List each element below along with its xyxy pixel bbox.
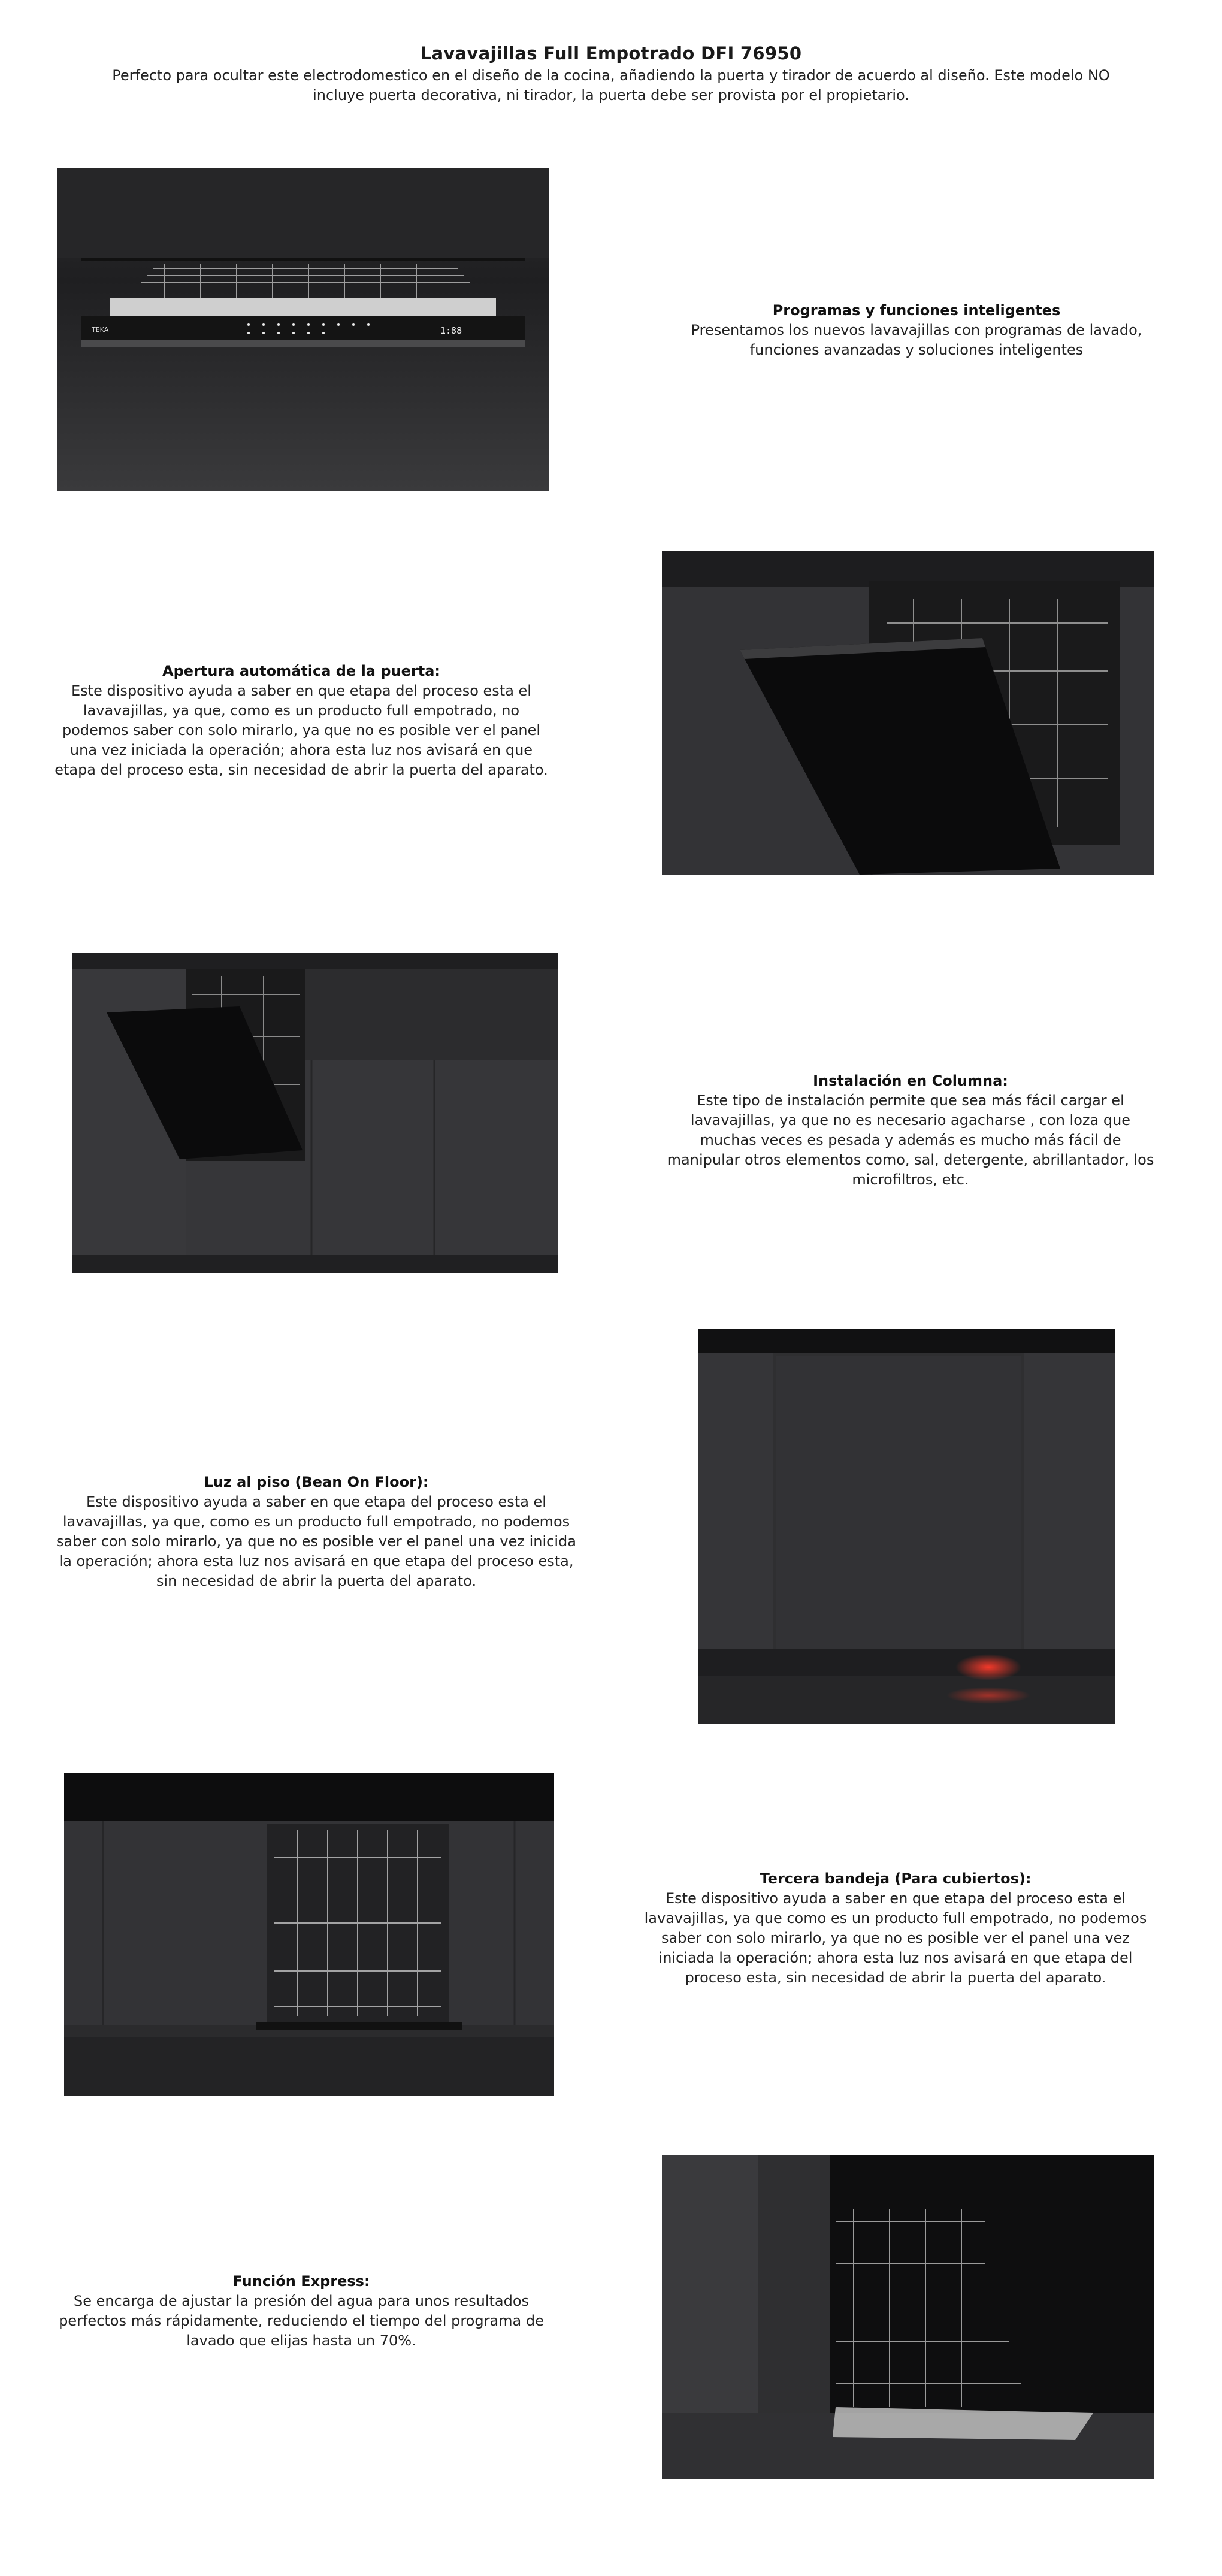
panel-brand: TEKA	[92, 326, 109, 334]
feature-image-column-install	[72, 953, 558, 1273]
page-description: Perfecto para ocultar este electrodomestico en el diseño de la cocina, añadiendo la puerta y tirador de acuerdo al diseño. Este modelo NO incluye puerta decorativa, ni tirador, la puerta debe ser provista por el propietario.	[112, 67, 1110, 104]
feature-title: Apertura automática de la puerta:	[162, 663, 440, 679]
feature-body: Este dispositivo ayuda a saber en que etapa del proceso esta el lavavajillas, ya que como es un producto full empotrado, no podemos saber con solo mirarlo, ya que no es posible ver el panel una vez iniciada la operación; ahora esta luz nos avisará en que etapa del proceso esta, sin necesidad de abrir la puerta del aparato.	[644, 1890, 1147, 1986]
feature-body: Este dispositivo ayuda a saber en que etapa del proceso esta el lavavajillas, ya que, como es un producto full empotrado, no podemos saber con solo mirarlo, ya que no es posible ver el panel una vez iniciada la operación; ahora esta luz nos avisará en que etapa del proceso esta, sin necesidad de abrir la puerta del aparato.	[55, 682, 548, 778]
feature-image-floor-light	[698, 1329, 1115, 1724]
feature-image-express	[662, 2155, 1154, 2479]
feature-title: Tercera bandeja (Para cubiertos):	[760, 1870, 1032, 1887]
feature-image-door-open	[662, 551, 1154, 875]
feature-body: Este dispositivo ayuda a saber en que etapa del proceso esta el lavavajillas, ya que, como es un producto full empotrado, no podemos saber con solo mirarlo, ya que no es posible ver el panel una vez inicida la operación; ahora esta luz nos avisará en que etapa del proceso esta, sin necesidad de abrir la puerta del aparato.	[56, 1493, 576, 1589]
feature-text-3	[665, 1071, 1156, 1190]
feature-image-third-tray	[64, 1773, 554, 2096]
feature-title: Programas y funciones inteligentes	[772, 302, 1061, 319]
feature-text-4	[53, 1473, 580, 1591]
feature-text-5	[632, 1869, 1159, 1988]
product-header	[0, 43, 1222, 105]
feature-text-1	[671, 301, 1162, 360]
feature-title: Instalación en Columna:	[813, 1072, 1008, 1089]
page-title: Lavavajillas Full Empotrado DFI 76950	[420, 43, 802, 64]
feature-body: Se encarga de ajustar la presión del agua para unos resultados perfectos más rápidamente, reduciendo el tiempo del programa de lavado que elijas hasta un 70%.	[59, 2293, 544, 2349]
feature-title: Luz al piso (Bean On Floor):	[204, 1474, 429, 1490]
feature-image-control-panel	[57, 168, 549, 491]
panel-display: 1:88	[440, 325, 462, 336]
feature-text-6	[53, 2272, 550, 2351]
feature-text-2	[53, 661, 550, 780]
feature-body: Este tipo de instalación permite que sea más fácil cargar el lavavajillas, ya que no es necesario agacharse , con loza que muchas veces es pesada y además es mucho más fácil de manipular otros elementos como, sal, detergente, abrillantador, los microfiltros, etc.	[667, 1092, 1154, 1188]
feature-body: Presentamos los nuevos lavavajillas con programas de lavado, funciones avanzadas y soluciones inteligentes	[691, 322, 1142, 358]
feature-title: Función Express:	[232, 2273, 370, 2290]
